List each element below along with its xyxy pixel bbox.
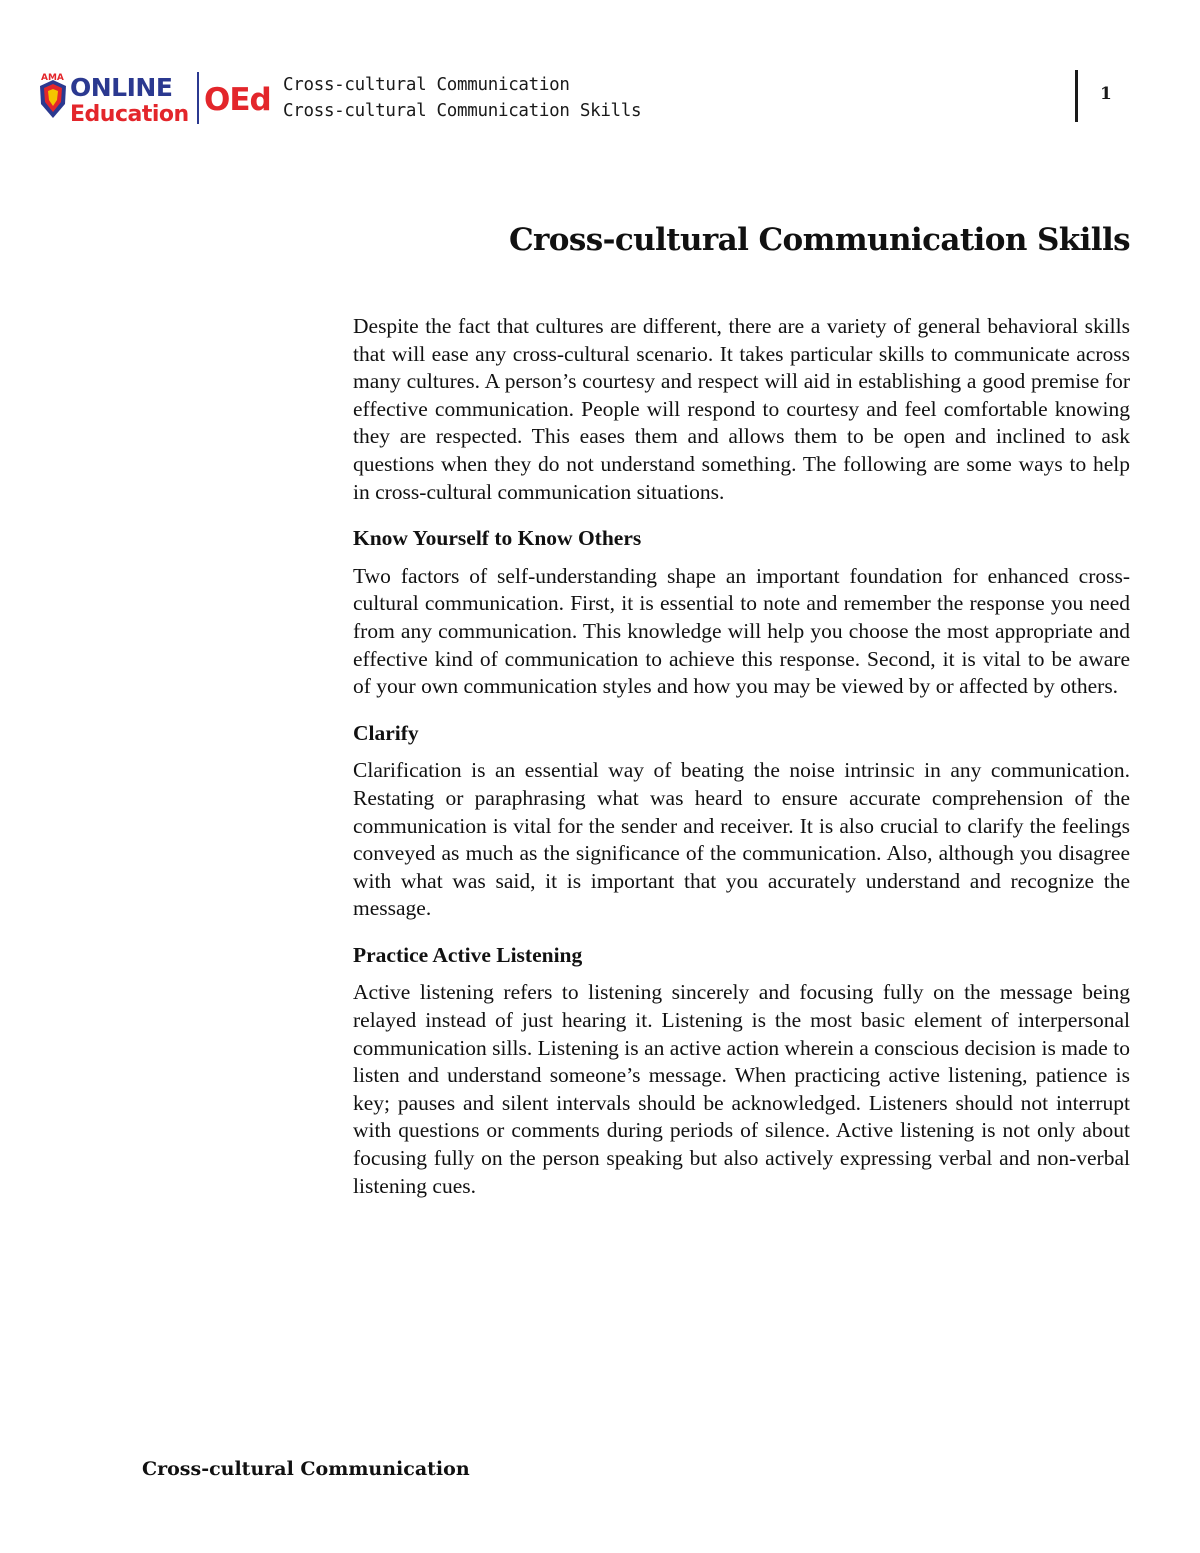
section-body-active-listening: Active listening refers to listening sincerely and focusing fully on the message being relayed instead of just hearing it. Listening is the most basic element of interpersonal communication sills. Listening is an active action wherein a conscious decision is made to listen and understand someone’s message. When practicing active listening, patience is key; pauses and silent intervals should be acknowledged. Listeners should not interrupt with questions or comments during periods of silence. Active listening is not only about focusing fully on the person speaking but also actively expressing verbal and non-verbal listening cues. <box>353 980 1130 1198</box>
header-module-title: Cross-cultural Communication Skills <box>283 101 642 121</box>
document-body <box>353 313 1130 1219</box>
svg-text:ONLINE: ONLINE <box>70 73 173 102</box>
section-heading-know-yourself: Know Yourself to Know Others <box>353 526 642 551</box>
section-body-clarify: Clarification is an essential way of beating the noise intrinsic in any communication. Restating or paraphrasing what was heard to ensure accurate comprehension of the communication is vital for the sender and receiver. It is also crucial to clarify the feelings conveyed as much as the significance of the communication. Also, although you disagree with what was said, it is important that you accurately understand and recognize the message. <box>353 758 1130 921</box>
header-divider <box>1075 70 1078 122</box>
document-title: Cross-cultural Communication Skills <box>508 222 1130 258</box>
header-titles <box>283 72 641 124</box>
section-heading-active-listening: Practice Active Listening <box>353 942 583 967</box>
section-body-know-yourself: Two factors of self-understanding shape an important foundation for enhanced cross-cultural communication. First, it is essential to note and remember the response you need from any communication. This knowledge will help you choose the most appropriate and effective kind of communication to achieve this response. Second, it is vital to be aware of your own communication styles and how you may be viewed by or affected by others. <box>353 563 1130 699</box>
footer-course-title: Cross-cultural Communication <box>142 1458 470 1480</box>
svg-text:OEd: OEd <box>204 82 270 118</box>
ama-shield-icon <box>38 70 270 126</box>
section-heading-clarify: Clarify <box>353 720 419 745</box>
svg-text:Education: Education <box>70 102 189 126</box>
online-education-logo <box>38 70 270 126</box>
header-course-title: Cross-cultural Communication <box>283 75 570 95</box>
page-number: 1 <box>1100 84 1112 104</box>
svg-text:AMA: AMA <box>41 73 64 83</box>
intro-paragraph: Despite the fact that cultures are different, there are a variety of general behavioral skills that will ease any cross-cultural scenario. It takes particular skills to communicate across many cultures. A person’s courtesy and respect will aid in establishing a good premise for effective communication. People will respond to courtesy and feel comfortable knowing they are respected. This eases them and allows them to be open and inclined to ask questions when they do not understand something. The following are some ways to help in cross-cultural communication situations. <box>353 314 1130 504</box>
